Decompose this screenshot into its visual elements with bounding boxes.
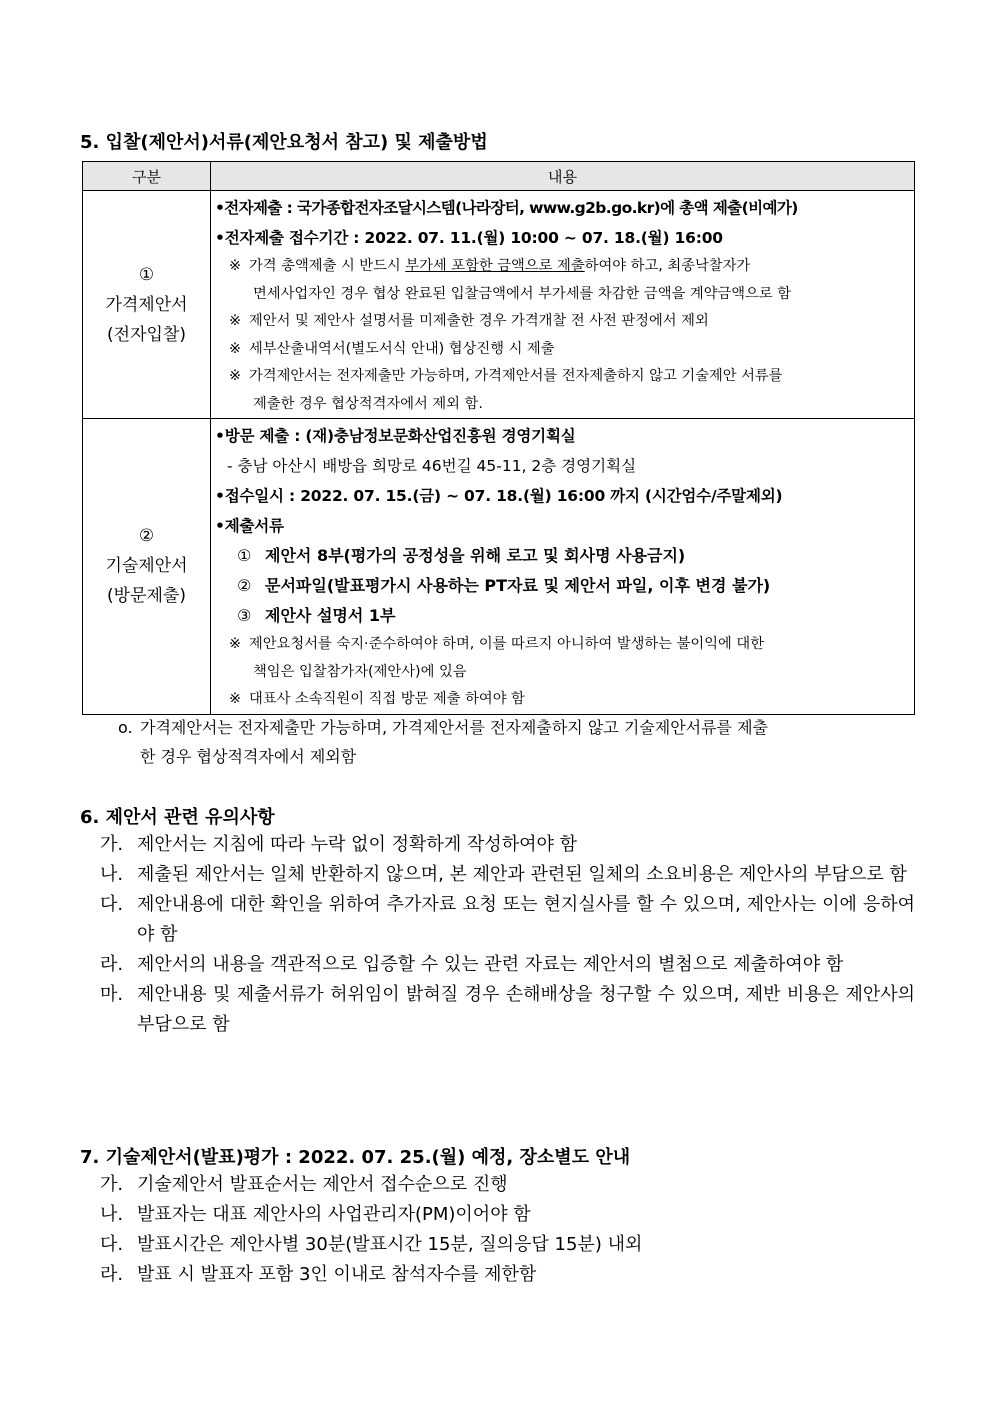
submission-table (82, 161, 915, 715)
row1-label-line2: (전자입찰) (107, 324, 186, 345)
remark-mark: o. (118, 718, 133, 737)
row2-line1: •방문 제출 : (재)충남정보문화산업진흥원 경영기획실 (215, 427, 576, 445)
remark-line2: 한 경우 협상적격자에서 제외함 (140, 747, 357, 766)
list-item: 나. 제출된 제안서는 일체 반환하지 않으며, 본 제안과 관련된 일체의 소요비용은 제안사의 부담으로 함 (100, 864, 907, 885)
list-item: 다. 발표시간은 제안사별 30분(발표시간 15분, 질의응답 15분) 내외 (100, 1234, 643, 1255)
section5-remark (118, 713, 918, 771)
table-row (83, 419, 915, 715)
row1-label (83, 191, 211, 419)
list-item: 라. 제안서의 내용을 객관적으로 입증할 수 있는 관련 자료는 제안서의 별첨으로 제출하여야 함 (100, 954, 844, 975)
row2-label-num: ② (138, 526, 155, 547)
list-item: 나. 발표자는 대표 제안사의 사업관리자(PM)이어야 함 (100, 1204, 531, 1225)
row2-content (211, 419, 915, 715)
row2-item1: ① 제안서 8부(평가의 공정성을 위해 로고 및 회사명 사용금지) (237, 546, 686, 565)
section5-title: 5. 입찰(제안서)서류(제안요청서 참고) 및 제출방법 (80, 132, 488, 153)
row1-note2: ※ 제안서 및 제안사 설명서를 미제출한 경우 가격개찰 전 사전 판정에서 제외 (229, 313, 709, 329)
list-item: 라. 발표 시 발표자 포함 3인 이내로 참석자수를 제한함 (100, 1264, 537, 1285)
header-category: 구분 (83, 162, 211, 191)
row1-note1: ※ 가격 총액제출 시 반드시 부가세 포함한 금액으로 제출하여야 하고, 최종낙찰자가 (229, 258, 751, 274)
row2-line4: •제출서류 (215, 517, 284, 535)
row2-line3: •접수일시 : 2022. 07. 15.(금) ~ 07. 18.(월) 16:00 까지 (시간엄수/주말제외) (215, 487, 783, 505)
header-content: 내용 (211, 162, 915, 191)
row1-note4: ※ 가격제안서는 전자제출만 가능하며, 가격제안서를 전자제출하지 않고 기술제안 서류를 (229, 368, 783, 384)
row2-label-line2: (방문제출) (107, 586, 186, 607)
row1-note4-cont: 제출한 경우 협상적격자에서 제외 함. (253, 395, 483, 412)
vat-included-underline: 부가세 포함한 금액으로 제출 (405, 258, 585, 274)
row2-item3: ③ 제안사 설명서 1부 (237, 606, 396, 625)
row2-label (83, 419, 211, 715)
list-item: 다. 제안내용에 대한 확인을 위하여 추가자료 요청 또는 현지실사를 할 수 있으며, 제안사는 이에 응하여야 함 (100, 894, 915, 945)
list-item: 가. 제안서는 지침에 따라 누락 없이 정확하게 작성하여야 함 (100, 834, 577, 855)
row2-note2: ※ 대표사 소속직원이 직접 방문 제출 하여야 함 (229, 691, 525, 707)
row1-label-line1: 가격제안서 (105, 294, 188, 315)
section6-list (100, 830, 915, 1040)
row1-note1-cont: 면세사업자인 경우 협상 완료된 입찰금액에서 부가세를 차감한 금액을 계약금액으로 함 (253, 285, 792, 302)
row1-label-num: ① (138, 264, 155, 285)
list-item: 가. 기술제안서 발표순서는 제안서 접수순으로 진행 (100, 1174, 508, 1195)
section6-title: 6. 제안서 관련 유의사항 (80, 807, 275, 828)
list-item: 마. 제안내용 및 제출서류가 허위임이 밝혀질 경우 손해배상을 청구할 수 있으며, 제반 비용은 제안사의 부담으로 함 (100, 984, 915, 1035)
table-row (83, 191, 915, 419)
row2-label-line1: 기술제안서 (105, 556, 188, 577)
row2-address: - 충남 아산시 배방읍 희망로 46번길 45-11, 2층 경영기획실 (227, 457, 637, 475)
table-header-row (83, 162, 915, 191)
row2-item2: ② 문서파일(발표평가시 사용하는 PT자료 및 제안서 파일, 이후 변경 불가) (237, 576, 771, 595)
remark-line1: 가격제안서는 전자제출만 가능하며, 가격제안서를 전자제출하지 않고 기술제안서류를 제출 (140, 718, 769, 737)
row2-note1-cont: 책임은 입찰참가자(제안사)에 있음 (253, 663, 467, 680)
row1-line2: •전자제출 접수기간 : 2022. 07. 11.(월) 10:00 ~ 07. 18.(월) 16:00 (215, 229, 723, 247)
row1-content (211, 191, 915, 419)
section7-title: 7. 기술제안서(발표)평가 : 2022. 07. 25.(월) 예정, 장소별도 안내 (80, 1147, 631, 1168)
row1-note3: ※ 세부산출내역서(별도서식 안내) 협상진행 시 제출 (229, 340, 555, 357)
row2-note1: ※ 제안요청서를 숙지·준수하여야 하며, 이를 따르지 아니하여 발생하는 불이익에 대한 (229, 636, 765, 652)
row1-line1: •전자제출 : 국가종합전자조달시스템(나라장터, www.g2b.go.kr)에 총액 제출(비예가) (215, 199, 798, 217)
section7-list (100, 1170, 915, 1290)
